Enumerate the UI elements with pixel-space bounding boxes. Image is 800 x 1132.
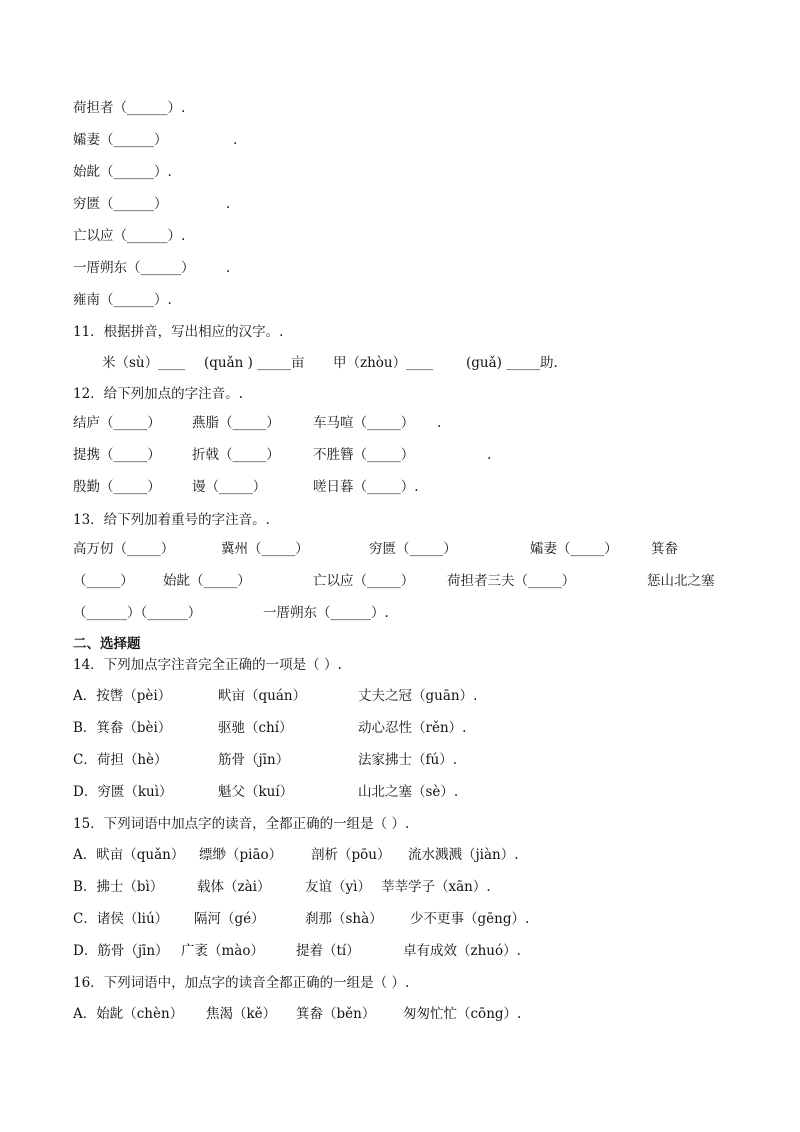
text-line: 惩山北之塞 xyxy=(647,573,715,589)
text-line: 畎亩（quán） xyxy=(218,688,307,704)
text-line: . xyxy=(233,132,238,148)
text-line: 孀妻（______） xyxy=(73,132,168,148)
text-line: 魁父（kuí） xyxy=(218,784,294,800)
text-line: 丈夫之冠（guān）. xyxy=(358,688,478,704)
text-line: 刹那（shà） xyxy=(305,911,383,927)
text-line: B．拂士（bì） xyxy=(73,879,164,895)
text-line: 一厝朔东（______） xyxy=(73,260,195,276)
text-line: A．按辔（pèi） xyxy=(73,688,172,704)
text-line: 始龀（______）. xyxy=(73,164,172,180)
text-line: 筋骨（jīn） xyxy=(218,752,290,768)
text-line: 匆匆忙忙（cōng）. xyxy=(403,1006,522,1022)
text-line: B．箕畚（bèi） xyxy=(73,720,172,736)
text-line: 嗟日暮（_____）. xyxy=(313,479,419,495)
text-line: C．诸侯（liú） xyxy=(73,911,169,927)
text-line: (guǎ) _____助. xyxy=(466,355,558,371)
text-line: 荷担者三夫（_____） xyxy=(447,573,576,589)
text-line: 11．根据拼音，写出相应的汉字。. xyxy=(73,324,284,340)
text-line: 12．给下列加点的字注音。. xyxy=(73,386,243,402)
text-line: 友谊（yì） xyxy=(305,879,371,895)
text-line: 剖析（pōu） xyxy=(311,847,391,863)
text-line: 荷担者（______）. xyxy=(73,100,186,116)
text-line: 穷匮（______） xyxy=(73,196,168,212)
text-line: 车马喧（_____） xyxy=(313,415,415,431)
text-line: 一厝朔东（______）. xyxy=(263,605,389,621)
text-line: 箕畚（běn） xyxy=(296,1006,376,1022)
text-line: 缥缈（piāo） xyxy=(199,847,283,863)
text-line: 甲（zhòu）____ xyxy=(333,355,434,371)
text-line: 广袤（mào） xyxy=(181,943,264,959)
text-line: 高万仞（_____） xyxy=(73,541,175,557)
text-line: 孀妻（_____） xyxy=(530,541,618,557)
text-line: 载体（zài） xyxy=(197,879,271,895)
text-line: 少不更事（gēng）. xyxy=(410,911,530,927)
text-line: 冀州（_____） xyxy=(221,541,309,557)
text-line: 始龀（_____） xyxy=(163,573,251,589)
text-line: . xyxy=(226,260,231,276)
text-line: 法家拂士（fú）. xyxy=(358,752,457,768)
text-line: 卓有成效（zhuó）. xyxy=(403,943,521,959)
text-line: 亡以应（_____） xyxy=(313,573,415,589)
text-line: 谩（_____） xyxy=(192,479,267,495)
text-line: 14．下列加点字注音完全正确的一项是（ ）. xyxy=(73,657,342,673)
text-line: 隔河（gé） xyxy=(194,911,265,927)
text-line: 流水溅溅（jiàn）. xyxy=(408,847,519,863)
text-line: 穷匮（_____） xyxy=(369,541,457,557)
text-line: D．筋骨（jīn） xyxy=(73,943,169,959)
text-line: 燕脂（_____） xyxy=(192,415,280,431)
text-line: 结庐（_____） xyxy=(73,415,161,431)
text-line: 提着（tí） xyxy=(296,943,360,959)
text-line: 不胜簪（_____） xyxy=(313,447,415,463)
text-line: 16．下列词语中，加点字的读音全都正确的一组是（ ）. xyxy=(73,975,410,991)
text-line: A．畎亩（quǎn） xyxy=(73,847,185,863)
text-line: 焦渴（kě） xyxy=(206,1006,277,1022)
text-line: A．始龀（chèn） xyxy=(73,1006,184,1022)
text-line: 亡以应（______）. xyxy=(73,228,186,244)
text-line: 雍南（______）. xyxy=(73,292,172,308)
text-line: （______）（______） xyxy=(73,605,202,621)
text-line: 动心忍性（rěn）. xyxy=(358,720,467,736)
text-line: . xyxy=(487,447,492,463)
text-line: (quǎn ) _____亩 xyxy=(204,355,305,371)
text-line: 提携（_____） xyxy=(73,447,161,463)
text-line: 箕畚 xyxy=(651,541,678,557)
text-line: 殷勤（_____） xyxy=(73,479,161,495)
text-line: . xyxy=(226,196,231,212)
text-line: 米（sù）____ xyxy=(102,355,186,371)
text-line: D．穷匮（kuì） xyxy=(73,784,173,800)
text-line: 山北之塞（sè）. xyxy=(358,784,459,800)
text-line: 驱驰（chí） xyxy=(218,720,293,736)
text-line: C．荷担（hè） xyxy=(73,752,168,768)
text-line: 莘莘学子（xān）. xyxy=(381,879,491,895)
text-line: 二、选择题 xyxy=(73,636,141,652)
text-line: 15．下列词语中加点字的读音，全都正确的一组是（ ）. xyxy=(73,816,410,832)
text-line: （_____） xyxy=(73,573,134,589)
text-line: . xyxy=(437,415,442,431)
text-line: 折戟（_____） xyxy=(192,447,280,463)
text-line: 13．给下列加着重号的字注音。. xyxy=(73,512,270,528)
